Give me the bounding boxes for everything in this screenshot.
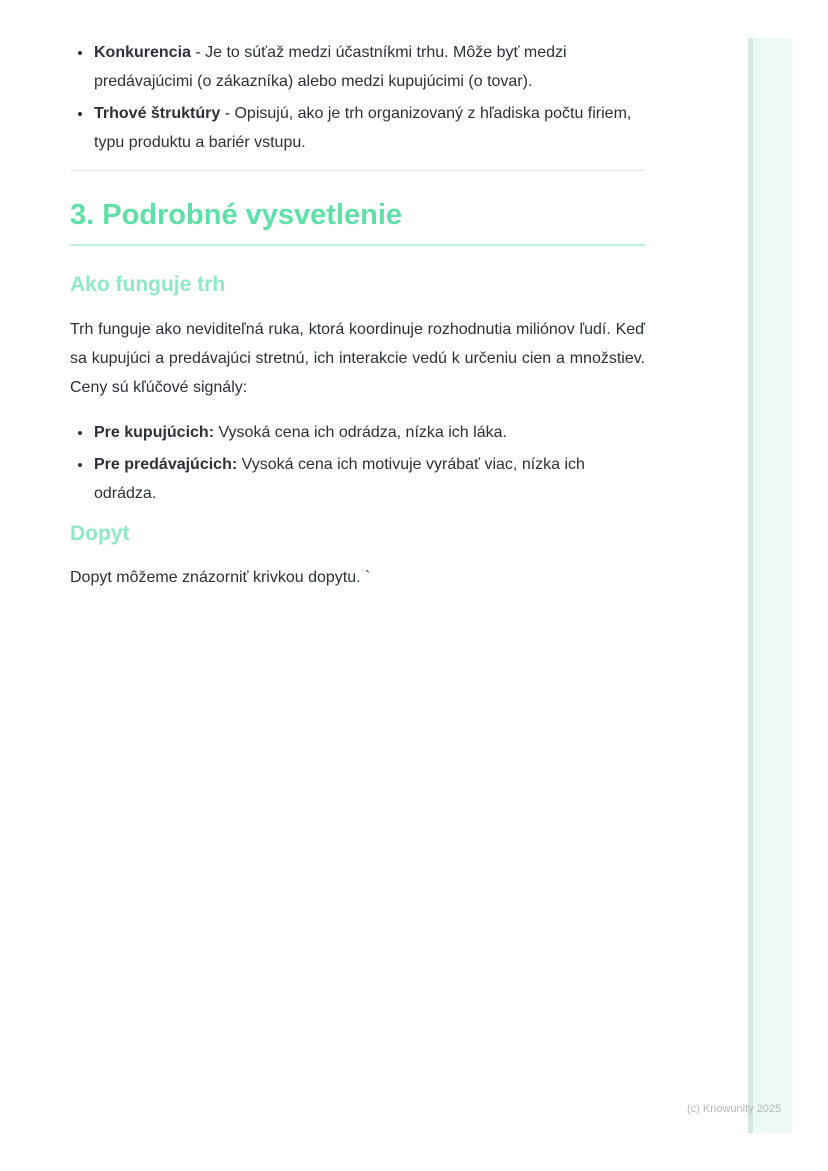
list-item-text: Vysoká cena ich motivuje vyrábať viac, nízka ich odrádza. — [94, 456, 585, 502]
subsection-title-how-market-works: Ako funguje trh — [70, 273, 226, 296]
list-item — [93, 38, 645, 96]
page-content — [70, 0, 645, 592]
list-item — [93, 450, 645, 508]
demand-paragraph: Dopyt môžeme znázorniť krivkou dopytu. ` — [70, 569, 371, 586]
copyright-footer: (c) Knowunity 2025 — [687, 1103, 782, 1115]
list-item-text: - Je to súťaž medzi účastníkmi trhu. Môže byť medzi predávajúcimi (o zákazníka) alebo medzi kupujúcimi (o tovar). — [94, 44, 567, 90]
list-item — [93, 99, 645, 157]
intro-bullet-list — [70, 38, 645, 157]
list-item-lead: Trhové štruktúry — [94, 105, 221, 122]
list-item-lead: Pre predávajúcich: — [94, 456, 238, 473]
list-item-text: - Opisujú, ako je trh organizovaný z hľadiska počtu firiem, typu produktu a bariér vstupu. — [94, 105, 632, 151]
list-item — [93, 418, 645, 447]
section-title: 3. Podrobné vysvetlenie — [70, 197, 645, 246]
list-item-text: Vysoká cena ich odrádza, nízka ich láka. — [214, 424, 507, 441]
page-edge-decoration-bar — [748, 38, 792, 1133]
price-signal-bullet-list — [70, 418, 645, 508]
market-paragraph: Trh funguje ako neviditeľná ruka, ktorá koordinuje rozhodnutia miliónov ľudí. Keď sa kupujúci a predávajúci stretnú, ich interakcie vedú k určeniu cien a množstiev. Ceny sú kľúčové signály: — [70, 321, 645, 396]
section-divider — [70, 170, 645, 171]
list-item-lead: Pre kupujúcich: — [94, 424, 215, 441]
subsection-title-demand: Dopyt — [70, 522, 130, 545]
list-item-lead: Konkurencia — [94, 44, 191, 61]
